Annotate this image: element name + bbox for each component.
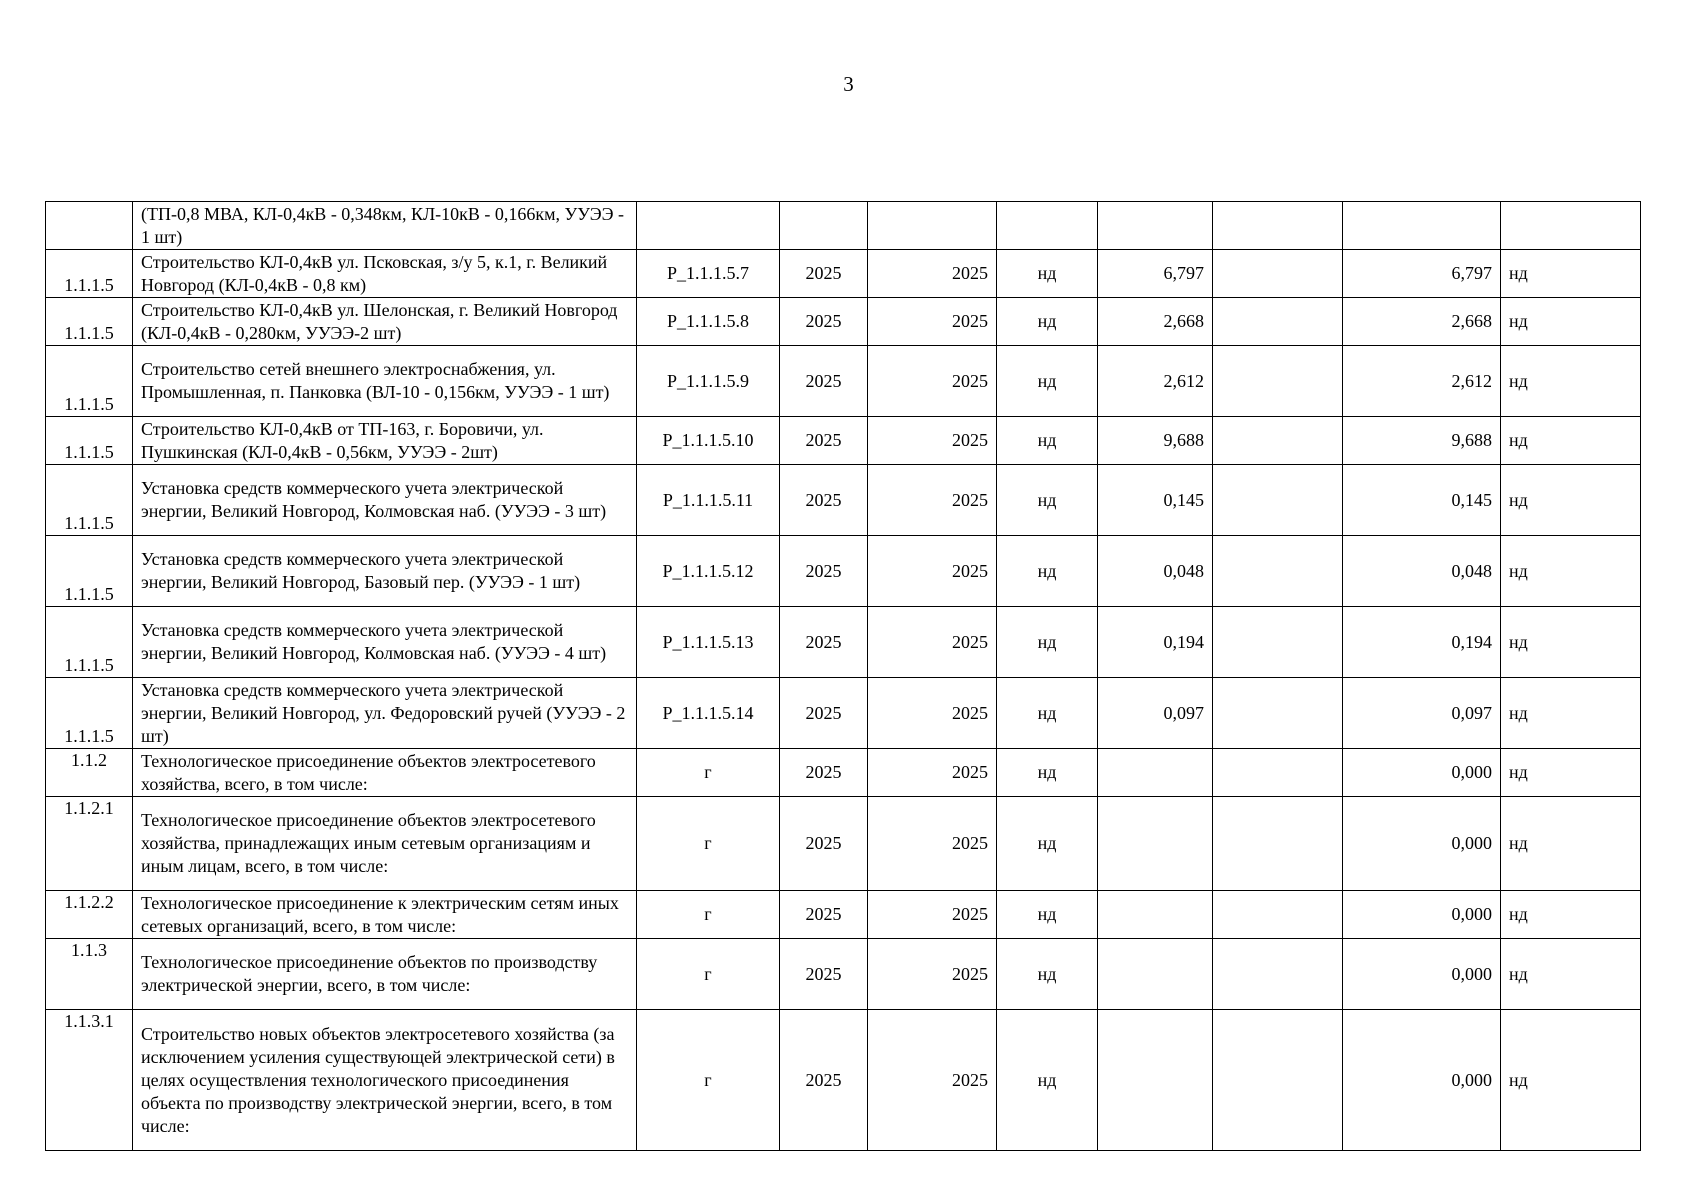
row-identifier: P_1.1.1.5.13	[637, 607, 780, 678]
row-value-1: 0,145	[1098, 465, 1213, 536]
row-value-1	[1098, 939, 1213, 1010]
row-nd-1: нд	[997, 465, 1098, 536]
row-year-end: 2025	[868, 678, 997, 749]
row-year-end: 2025	[868, 298, 997, 346]
row-identifier: P_1.1.1.5.12	[637, 536, 780, 607]
row-year-end: 2025	[868, 607, 997, 678]
row-value-3: 2,668	[1343, 298, 1501, 346]
row-year-end: 2025	[868, 536, 997, 607]
row-code: 1.1.1.5	[46, 417, 133, 465]
row-code: 1.1.3.1	[46, 1010, 133, 1151]
table-row	[46, 346, 1641, 417]
row-value-3: 6,797	[1343, 250, 1501, 298]
row-nd-2: нд	[1501, 250, 1641, 298]
row-nd-1: нд	[997, 298, 1098, 346]
row-name: Установка средств коммерческого учета электрической энергии, Великий Новгород, Колмовская наб. (УУЭЭ - 4 шт)	[133, 607, 637, 678]
row-nd-1	[997, 202, 1098, 250]
table-row	[46, 939, 1641, 1010]
row-nd-2: нд	[1501, 749, 1641, 797]
table-row	[46, 749, 1641, 797]
row-code: 1.1.1.5	[46, 678, 133, 749]
row-value-2	[1213, 678, 1343, 749]
table-row	[46, 417, 1641, 465]
row-nd-2: нд	[1501, 346, 1641, 417]
row-year-end: 2025	[868, 939, 997, 1010]
row-year-end: 2025	[868, 346, 997, 417]
row-year-start: 2025	[780, 298, 868, 346]
row-year-end: 2025	[868, 250, 997, 298]
row-name: Строительство КЛ-0,4кВ от ТП-163, г. Боровичи, ул. Пушкинская (КЛ-0,4кВ - 0,56км, УУЭЭ - 2шт)	[133, 417, 637, 465]
row-value-2	[1213, 749, 1343, 797]
row-nd-1: нд	[997, 607, 1098, 678]
row-value-3: 0,000	[1343, 749, 1501, 797]
page-number: 3	[843, 72, 854, 96]
row-value-2	[1213, 250, 1343, 298]
row-value-1: 2,668	[1098, 298, 1213, 346]
row-value-2	[1213, 607, 1343, 678]
row-nd-1: нд	[997, 417, 1098, 465]
row-value-3: 0,000	[1343, 1010, 1501, 1151]
row-nd-1: нд	[997, 749, 1098, 797]
row-year-start: 2025	[780, 678, 868, 749]
row-year-end: 2025	[868, 797, 997, 891]
row-value-1: 9,688	[1098, 417, 1213, 465]
row-code: 1.1.2.1	[46, 797, 133, 891]
row-code: 1.1.1.5	[46, 298, 133, 346]
row-name: Строительство КЛ-0,4кВ ул. Псковская, з/у 5, к.1, г. Великий Новгород (КЛ-0,4кВ - 0,8 км)	[133, 250, 637, 298]
row-name: Технологическое присоединение объектов электросетевого хозяйства, всего, в том числе:	[133, 749, 637, 797]
table-row	[46, 298, 1641, 346]
row-nd-2: нд	[1501, 678, 1641, 749]
row-name: (ТП-0,8 МВА, КЛ-0,4кВ - 0,348км, КЛ-10кВ - 0,166км, УУЭЭ - 1 шт)	[133, 202, 637, 250]
row-code: 1.1.1.5	[46, 465, 133, 536]
row-year-start: 2025	[780, 749, 868, 797]
row-nd-1: нд	[997, 1010, 1098, 1151]
row-code: 1.1.1.5	[46, 250, 133, 298]
table-row	[46, 202, 1641, 250]
row-name: Строительство сетей внешнего электроснабжения, ул. Промышленная, п. Панковка (ВЛ-10 - 0,156км, УУЭЭ - 1 шт)	[133, 346, 637, 417]
table-row	[46, 678, 1641, 749]
row-code: 1.1.2	[46, 749, 133, 797]
row-name: Технологическое присоединение объектов электросетевого хозяйства, принадлежащих иным сетевым организациям и иным лицам, всего, в том числе:	[133, 797, 637, 891]
row-identifier: P_1.1.1.5.10	[637, 417, 780, 465]
row-value-3: 0,000	[1343, 891, 1501, 939]
row-value-2	[1213, 346, 1343, 417]
row-year-start: 2025	[780, 797, 868, 891]
row-year-end: 2025	[868, 749, 997, 797]
row-year-end: 2025	[868, 891, 997, 939]
row-nd-2: нд	[1501, 536, 1641, 607]
row-year-start: 2025	[780, 939, 868, 1010]
row-value-2	[1213, 298, 1343, 346]
row-value-2	[1213, 939, 1343, 1010]
table-row	[46, 607, 1641, 678]
table-row	[46, 536, 1641, 607]
row-value-3: 0,194	[1343, 607, 1501, 678]
row-value-1: 0,194	[1098, 607, 1213, 678]
row-year-end	[868, 202, 997, 250]
row-name: Строительство новых объектов электросетевого хозяйства (за исключением усиления существующей электрической сети) в целях осуществления технологического присоединения объекта по производству электрической энергии, всего, в том числе:	[133, 1010, 637, 1151]
row-identifier: P_1.1.1.5.14	[637, 678, 780, 749]
row-value-1: 6,797	[1098, 250, 1213, 298]
row-nd-2: нд	[1501, 298, 1641, 346]
row-value-2	[1213, 202, 1343, 250]
row-nd-1: нд	[997, 678, 1098, 749]
row-nd-1: нд	[997, 891, 1098, 939]
row-nd-1: нд	[997, 250, 1098, 298]
row-identifier: г	[637, 797, 780, 891]
row-identifier: г	[637, 1010, 780, 1151]
row-value-3: 0,000	[1343, 797, 1501, 891]
row-name: Установка средств коммерческого учета электрической энергии, Великий Новгород, ул. Федоровский ручей (УУЭЭ - 2 шт)	[133, 678, 637, 749]
row-identifier: P_1.1.1.5.11	[637, 465, 780, 536]
row-value-3: 0,145	[1343, 465, 1501, 536]
row-name: Установка средств коммерческого учета электрической энергии, Великий Новгород, Базовый пер. (УУЭЭ - 1 шт)	[133, 536, 637, 607]
row-identifier: P_1.1.1.5.9	[637, 346, 780, 417]
row-nd-1: нд	[997, 939, 1098, 1010]
table-row	[46, 797, 1641, 891]
row-value-2	[1213, 797, 1343, 891]
row-nd-1: нд	[997, 797, 1098, 891]
row-nd-2: нд	[1501, 607, 1641, 678]
row-value-3: 0,097	[1343, 678, 1501, 749]
row-year-start: 2025	[780, 346, 868, 417]
row-year-end: 2025	[868, 465, 997, 536]
row-year-start: 2025	[780, 465, 868, 536]
row-value-3: 9,688	[1343, 417, 1501, 465]
row-value-1	[1098, 749, 1213, 797]
row-value-1: 0,048	[1098, 536, 1213, 607]
row-value-3: 0,048	[1343, 536, 1501, 607]
row-year-end: 2025	[868, 417, 997, 465]
row-name: Строительство КЛ-0,4кВ ул. Шелонская, г. Великий Новгород (КЛ-0,4кВ - 0,280км, УУЭЭ-2 шт)	[133, 298, 637, 346]
row-value-1	[1098, 797, 1213, 891]
row-code: 1.1.1.5	[46, 536, 133, 607]
row-code: 1.1.1.5	[46, 346, 133, 417]
row-identifier: г	[637, 749, 780, 797]
row-identifier: г	[637, 891, 780, 939]
row-code	[46, 202, 133, 250]
table-row	[46, 891, 1641, 939]
row-name: Технологическое присоединение к электрическим сетям иных сетевых организаций, всего, в том числе:	[133, 891, 637, 939]
row-year-start: 2025	[780, 417, 868, 465]
row-code: 1.1.2.2	[46, 891, 133, 939]
row-value-3: 2,612	[1343, 346, 1501, 417]
row-nd-2: нд	[1501, 417, 1641, 465]
row-value-1	[1098, 202, 1213, 250]
row-value-1	[1098, 1010, 1213, 1151]
row-identifier: P_1.1.1.5.7	[637, 250, 780, 298]
table-row	[46, 250, 1641, 298]
row-year-start: 2025	[780, 607, 868, 678]
row-value-2	[1213, 1010, 1343, 1151]
row-year-start: 2025	[780, 891, 868, 939]
row-nd-2: нд	[1501, 465, 1641, 536]
row-value-2	[1213, 891, 1343, 939]
row-year-start: 2025	[780, 250, 868, 298]
table-row	[46, 1010, 1641, 1151]
row-nd-2: нд	[1501, 797, 1641, 891]
row-identifier: г	[637, 939, 780, 1010]
row-nd-2: нд	[1501, 1010, 1641, 1151]
row-value-1	[1098, 891, 1213, 939]
row-value-1: 0,097	[1098, 678, 1213, 749]
row-value-2	[1213, 465, 1343, 536]
row-year-end: 2025	[868, 1010, 997, 1151]
row-nd-2: нд	[1501, 891, 1641, 939]
row-value-1: 2,612	[1098, 346, 1213, 417]
row-nd-1: нд	[997, 346, 1098, 417]
table-row	[46, 465, 1641, 536]
row-nd-2	[1501, 202, 1641, 250]
row-year-start	[780, 202, 868, 250]
row-value-3	[1343, 202, 1501, 250]
row-nd-2: нд	[1501, 939, 1641, 1010]
row-code: 1.1.3	[46, 939, 133, 1010]
row-name: Установка средств коммерческого учета электрической энергии, Великий Новгород, Колмовская наб. (УУЭЭ - 3 шт)	[133, 465, 637, 536]
row-year-start: 2025	[780, 536, 868, 607]
row-identifier	[637, 202, 780, 250]
row-value-2	[1213, 536, 1343, 607]
row-identifier: P_1.1.1.5.8	[637, 298, 780, 346]
row-nd-1: нд	[997, 536, 1098, 607]
row-code: 1.1.1.5	[46, 607, 133, 678]
row-value-2	[1213, 417, 1343, 465]
row-value-3: 0,000	[1343, 939, 1501, 1010]
investment-table	[45, 201, 1641, 1151]
row-year-start: 2025	[780, 1010, 868, 1151]
row-name: Технологическое присоединение объектов по производству электрической энергии, всего, в том числе:	[133, 939, 637, 1010]
